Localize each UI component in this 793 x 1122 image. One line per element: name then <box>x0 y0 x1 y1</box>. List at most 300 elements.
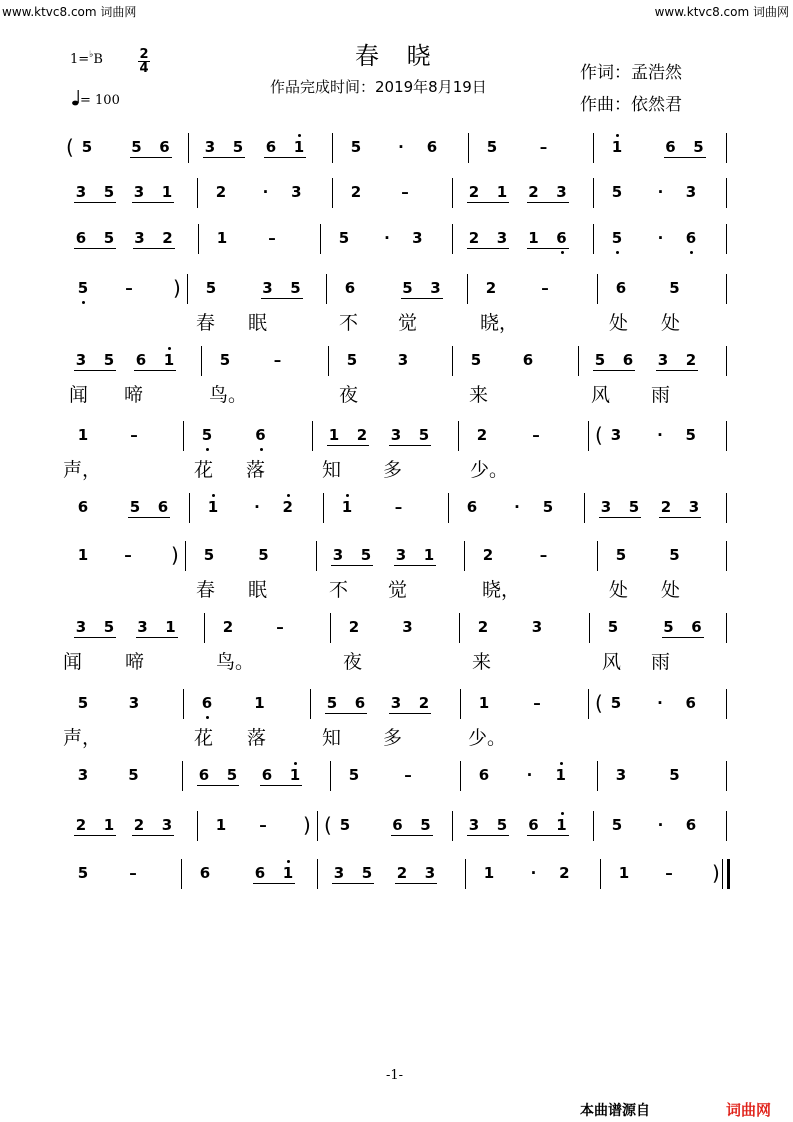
lyric-syllable: 夜 <box>343 651 363 673</box>
eighth-underline <box>74 248 116 249</box>
barline <box>182 761 183 791</box>
lyric-syllable: 不 <box>339 312 359 334</box>
note: 5 <box>131 138 142 156</box>
note: 5 <box>348 766 360 784</box>
octave-up-dot <box>346 494 349 497</box>
note: 5 <box>258 546 269 564</box>
note: 5 <box>77 694 89 712</box>
barline <box>188 133 189 163</box>
eighth-underline <box>331 565 373 566</box>
note: 5 <box>486 138 498 156</box>
note: 2 <box>477 618 489 636</box>
repeat-paren-close: ) <box>171 543 179 567</box>
note: 2 <box>348 618 360 636</box>
note: 6 <box>199 864 211 882</box>
source-site-link[interactable]: 词曲网 <box>726 1101 772 1119</box>
barline <box>726 761 727 791</box>
song-title: 春 晓 <box>355 42 441 70</box>
barline <box>185 541 186 571</box>
final-barline <box>727 859 730 889</box>
repeat-paren-close: ) <box>173 276 181 300</box>
barline <box>726 178 727 208</box>
tempo-marking <box>72 90 120 108</box>
sustain-dash: – <box>401 183 409 201</box>
note: 6 <box>478 766 490 784</box>
note: 3 <box>128 694 140 712</box>
repeat-paren-open: ( <box>595 423 603 447</box>
lyric-syllable: 风 <box>591 384 611 406</box>
sustain-dash: – <box>665 864 673 882</box>
sustain-dash: – <box>533 694 541 712</box>
note: 1 <box>216 229 228 247</box>
note: 3 <box>77 766 89 784</box>
lyric-syllable: 声， <box>63 727 102 749</box>
augmentation-dot: · <box>530 864 537 882</box>
note: 3 <box>75 618 87 636</box>
barline <box>468 133 469 163</box>
barline <box>584 493 585 523</box>
note: 2 <box>350 183 362 201</box>
octave-up-dot <box>561 812 564 815</box>
eighth-underline <box>253 883 295 884</box>
octave-down-dot <box>690 251 693 254</box>
note: 6 <box>157 498 169 516</box>
lyric-syllable: 来 <box>469 384 489 406</box>
note: 3 <box>204 138 216 156</box>
score-system <box>0 543 793 627</box>
note: 6 <box>198 766 210 784</box>
note: 5 <box>669 279 680 297</box>
eighth-underline <box>593 370 635 371</box>
eighth-underline <box>128 517 170 518</box>
note: 6 <box>254 864 266 882</box>
note: 1 <box>328 426 340 444</box>
barline <box>204 613 205 643</box>
barline <box>187 274 188 304</box>
barline <box>328 346 329 376</box>
lyric-syllable: 晓， <box>482 579 521 601</box>
barline <box>317 859 318 889</box>
barline <box>320 224 321 254</box>
barline <box>460 689 461 719</box>
lyric-syllable: 鸟。 <box>209 384 248 406</box>
note: 6 <box>528 816 539 834</box>
barline <box>452 178 453 208</box>
barline <box>183 689 184 719</box>
note: 1 <box>611 138 623 156</box>
octave-up-dot <box>294 762 297 765</box>
note: 6 <box>392 816 403 834</box>
barline <box>726 274 727 304</box>
sustain-dash: – <box>539 546 548 564</box>
lyric-syllable: 不 <box>329 579 349 601</box>
eighth-underline <box>467 248 509 249</box>
note: 1 <box>207 498 219 516</box>
octave-up-dot <box>212 494 215 497</box>
barline <box>726 613 727 643</box>
eighth-underline <box>264 157 306 158</box>
note: 3 <box>685 183 697 201</box>
note: 2 <box>133 816 145 834</box>
note: 2 <box>468 183 480 201</box>
note: 5 <box>693 138 704 156</box>
note: 6 <box>354 694 366 712</box>
eighth-underline <box>133 248 175 249</box>
octave-up-dot <box>298 134 301 137</box>
note: 6 <box>75 229 87 247</box>
barline <box>189 493 190 523</box>
note: 5 <box>346 351 358 369</box>
repeat-paren-close: ) <box>712 861 720 885</box>
octave-down-dot <box>616 251 619 254</box>
lyric-syllable: 声， <box>63 459 102 481</box>
note: 5 <box>326 694 338 712</box>
lyric-syllable: 多 <box>383 459 403 481</box>
note: 6 <box>615 279 627 297</box>
octave-down-dot <box>561 251 564 254</box>
key-flat: ♭ <box>89 50 94 60</box>
augmentation-dot: · <box>262 183 269 201</box>
eighth-underline <box>467 202 509 203</box>
eighth-underline <box>467 835 509 836</box>
augmentation-dot: · <box>657 426 663 444</box>
note: 6 <box>622 351 634 369</box>
score-system <box>0 861 793 945</box>
lyric-syllable: 闻 <box>69 384 89 406</box>
note: 5 <box>685 426 696 444</box>
note: 2 <box>282 498 293 516</box>
eighth-underline <box>130 157 172 158</box>
note: 2 <box>559 864 570 882</box>
barline <box>726 493 727 523</box>
barline <box>312 421 313 451</box>
note: 1 <box>161 183 173 201</box>
note: 3 <box>133 183 145 201</box>
eighth-underline <box>74 370 116 371</box>
sustain-dash: – <box>268 229 276 247</box>
note: 5 <box>669 546 680 564</box>
time-numerator: 2 <box>139 47 149 62</box>
lyric-syllable: 处 <box>661 579 681 601</box>
note: 2 <box>485 279 497 297</box>
eighth-underline <box>325 713 367 714</box>
note: 1 <box>77 426 89 444</box>
sustain-dash: – <box>125 279 133 297</box>
note: 2 <box>396 864 408 882</box>
score-system <box>0 276 793 360</box>
note: 5 <box>81 138 93 156</box>
barline <box>726 811 727 841</box>
augmentation-dot: · <box>526 766 533 784</box>
barline <box>726 421 727 451</box>
lyric-syllable: 夜 <box>339 384 359 406</box>
barline <box>597 274 598 304</box>
note: 5 <box>611 816 623 834</box>
tempo-value: = 100 <box>80 93 120 108</box>
repeat-paren-open: ( <box>324 813 332 837</box>
note: 5 <box>610 694 622 712</box>
octave-up-dot <box>560 762 563 765</box>
eighth-underline <box>391 835 433 836</box>
barline <box>183 421 184 451</box>
barline <box>593 178 594 208</box>
lyric-syllable: 闻 <box>63 651 83 673</box>
score-system <box>0 351 793 432</box>
barline <box>332 178 333 208</box>
repeat-paren-open: ( <box>66 135 74 159</box>
lyric-syllable: 花 <box>194 459 214 481</box>
lyric-syllable: 晓， <box>480 312 519 334</box>
note: 5 <box>103 183 115 201</box>
note: 6 <box>685 694 696 712</box>
note: 5 <box>496 816 508 834</box>
note: 1 <box>483 864 495 882</box>
note: 5 <box>129 498 141 516</box>
lyric-syllable: 觉 <box>398 312 418 334</box>
barline <box>593 133 594 163</box>
barline <box>452 224 453 254</box>
source-label: 本曲谱源自 <box>580 1103 650 1119</box>
note: 3 <box>395 546 407 564</box>
barline <box>722 859 723 889</box>
note: 5 <box>615 546 627 564</box>
barline <box>452 346 453 376</box>
lyric-syllable: 眠 <box>248 312 268 334</box>
barline <box>458 421 459 451</box>
time-signature <box>138 48 150 75</box>
barline <box>197 811 198 841</box>
note: 3 <box>137 618 148 636</box>
lyric-syllable: 落 <box>247 727 267 749</box>
eighth-underline <box>659 517 701 518</box>
barline <box>330 761 331 791</box>
note: 1 <box>555 766 566 784</box>
note: 3 <box>262 279 273 297</box>
note: 2 <box>468 229 480 247</box>
note: 6 <box>135 351 147 369</box>
note: 1 <box>528 229 539 247</box>
note: 2 <box>482 546 494 564</box>
note: 2 <box>685 351 697 369</box>
eighth-underline <box>327 445 369 446</box>
augmentation-dot: · <box>657 229 664 247</box>
sustain-dash: – <box>539 138 548 156</box>
score-system <box>0 691 793 775</box>
lyric-syllable: 眠 <box>248 579 268 601</box>
augmentation-dot: · <box>657 816 664 834</box>
lyric-syllable: 少。 <box>470 459 509 481</box>
note: 6 <box>201 694 213 712</box>
octave-down-dot <box>206 716 209 719</box>
note: 3 <box>430 279 441 297</box>
note: 6 <box>261 766 273 784</box>
note: 5 <box>663 618 674 636</box>
barline <box>593 811 594 841</box>
barline <box>726 689 727 719</box>
augmentation-dot: · <box>398 138 404 156</box>
barline <box>467 274 468 304</box>
sustain-dash: – <box>532 426 540 444</box>
sustain-dash: – <box>404 766 412 784</box>
note: 3 <box>332 546 344 564</box>
note: 3 <box>600 498 612 516</box>
note: 3 <box>390 426 402 444</box>
note: 1 <box>289 766 301 784</box>
eighth-underline <box>74 637 116 638</box>
completion-date: 作品完成时间：2019年8月19日 <box>270 78 487 96</box>
note: 3 <box>615 766 627 784</box>
note: 6 <box>466 498 478 516</box>
repeat-paren-open: ( <box>595 691 603 715</box>
eighth-underline <box>599 517 641 518</box>
lyric-syllable: 觉 <box>388 579 408 601</box>
barline <box>197 178 198 208</box>
note: 5 <box>669 766 680 784</box>
lyric-syllable: 鸟。 <box>216 651 255 673</box>
lyric-syllable: 处 <box>609 579 629 601</box>
page-number: -1- <box>386 1068 404 1083</box>
barline <box>600 859 601 889</box>
time-denominator: 4 <box>139 61 149 76</box>
eighth-underline <box>132 835 174 836</box>
note: 6 <box>159 138 170 156</box>
note: 5 <box>360 546 372 564</box>
note: 5 <box>103 618 115 636</box>
note: 1 <box>282 864 294 882</box>
barline <box>726 224 727 254</box>
barline <box>316 541 317 571</box>
note: 1 <box>254 694 265 712</box>
note: 5 <box>226 766 238 784</box>
note: 1 <box>478 694 490 712</box>
lyric-syllable: 处 <box>661 312 681 334</box>
note: 5 <box>611 183 623 201</box>
sustain-dash: – <box>130 426 138 444</box>
barline <box>310 689 311 719</box>
barline <box>726 346 727 376</box>
note: 1 <box>556 816 567 834</box>
lyric-syllable: 雨 <box>651 651 671 673</box>
note: 6 <box>426 138 438 156</box>
note: 5 <box>290 279 301 297</box>
note: 3 <box>333 864 345 882</box>
lyric-syllable: 知 <box>322 727 342 749</box>
note: 5 <box>205 279 217 297</box>
barline <box>589 613 590 643</box>
note: 3 <box>424 864 436 882</box>
sustain-dash: – <box>129 864 137 882</box>
eighth-underline <box>401 298 443 299</box>
octave-down-dot <box>260 448 263 451</box>
note: 6 <box>522 351 534 369</box>
note: 5 <box>350 138 362 156</box>
note: 3 <box>531 618 543 636</box>
note: 6 <box>665 138 676 156</box>
barline <box>578 346 579 376</box>
note: 5 <box>418 426 430 444</box>
barline <box>465 859 466 889</box>
note: 5 <box>470 351 482 369</box>
note: 2 <box>660 498 672 516</box>
lyric-syllable: 少。 <box>468 727 507 749</box>
barline <box>588 689 589 719</box>
note: 5 <box>420 816 431 834</box>
note: 3 <box>496 229 508 247</box>
note: 1 <box>496 183 508 201</box>
note: 1 <box>341 498 353 516</box>
lyric-syllable: 多 <box>383 727 403 749</box>
note: 1 <box>423 546 435 564</box>
note: 5 <box>338 229 350 247</box>
note: 5 <box>607 618 619 636</box>
eighth-underline <box>664 157 706 158</box>
lyricist-credit: 作词：孟浩然 <box>580 63 682 83</box>
note: 5 <box>103 229 115 247</box>
site-watermark-right: www.ktvc8.com 词曲网 <box>654 5 789 19</box>
note: 5 <box>611 229 623 247</box>
barline <box>726 133 727 163</box>
note: 3 <box>75 183 87 201</box>
lyric-syllable: 落 <box>246 459 266 481</box>
barline <box>332 133 333 163</box>
eighth-underline <box>332 883 374 884</box>
eighth-underline <box>527 248 569 249</box>
sustain-dash: – <box>394 498 403 516</box>
note: 3 <box>390 694 402 712</box>
lyric-syllable: 春 <box>196 579 216 601</box>
note: 5 <box>361 864 373 882</box>
note: 5 <box>542 498 554 516</box>
barline <box>459 613 460 643</box>
note: 1 <box>103 816 115 834</box>
note: 5 <box>339 816 351 834</box>
note: 5 <box>628 498 640 516</box>
eighth-underline <box>527 835 569 836</box>
octave-down-dot <box>82 301 85 304</box>
barline <box>597 761 598 791</box>
note: 3 <box>75 351 87 369</box>
barline <box>460 761 461 791</box>
octave-up-dot <box>168 347 171 350</box>
repeat-paren-close: ) <box>303 813 311 837</box>
note: 5 <box>203 546 215 564</box>
note: 2 <box>215 183 227 201</box>
site-watermark-left: www.ktvc8.com 词曲网 <box>2 5 137 19</box>
barline <box>448 493 449 523</box>
note: 1 <box>293 138 305 156</box>
octave-down-dot <box>206 448 209 451</box>
eighth-underline <box>136 637 178 638</box>
eighth-underline <box>389 713 431 714</box>
note: 3 <box>556 183 567 201</box>
note: 3 <box>161 816 173 834</box>
barline <box>181 859 182 889</box>
note: 5 <box>219 351 231 369</box>
eighth-underline <box>74 202 116 203</box>
composer-credit: 作曲：依然君 <box>580 95 682 115</box>
eighth-underline <box>394 565 436 566</box>
note: 2 <box>222 618 234 636</box>
eighth-underline <box>132 202 174 203</box>
lyric-syllable: 花 <box>194 727 214 749</box>
sustain-dash: – <box>276 618 284 636</box>
octave-up-dot <box>287 494 290 497</box>
note: 5 <box>77 279 89 297</box>
lyric-syllable: 雨 <box>651 384 671 406</box>
key-signature <box>70 52 103 67</box>
eighth-underline <box>197 785 239 786</box>
note: 5 <box>594 351 606 369</box>
